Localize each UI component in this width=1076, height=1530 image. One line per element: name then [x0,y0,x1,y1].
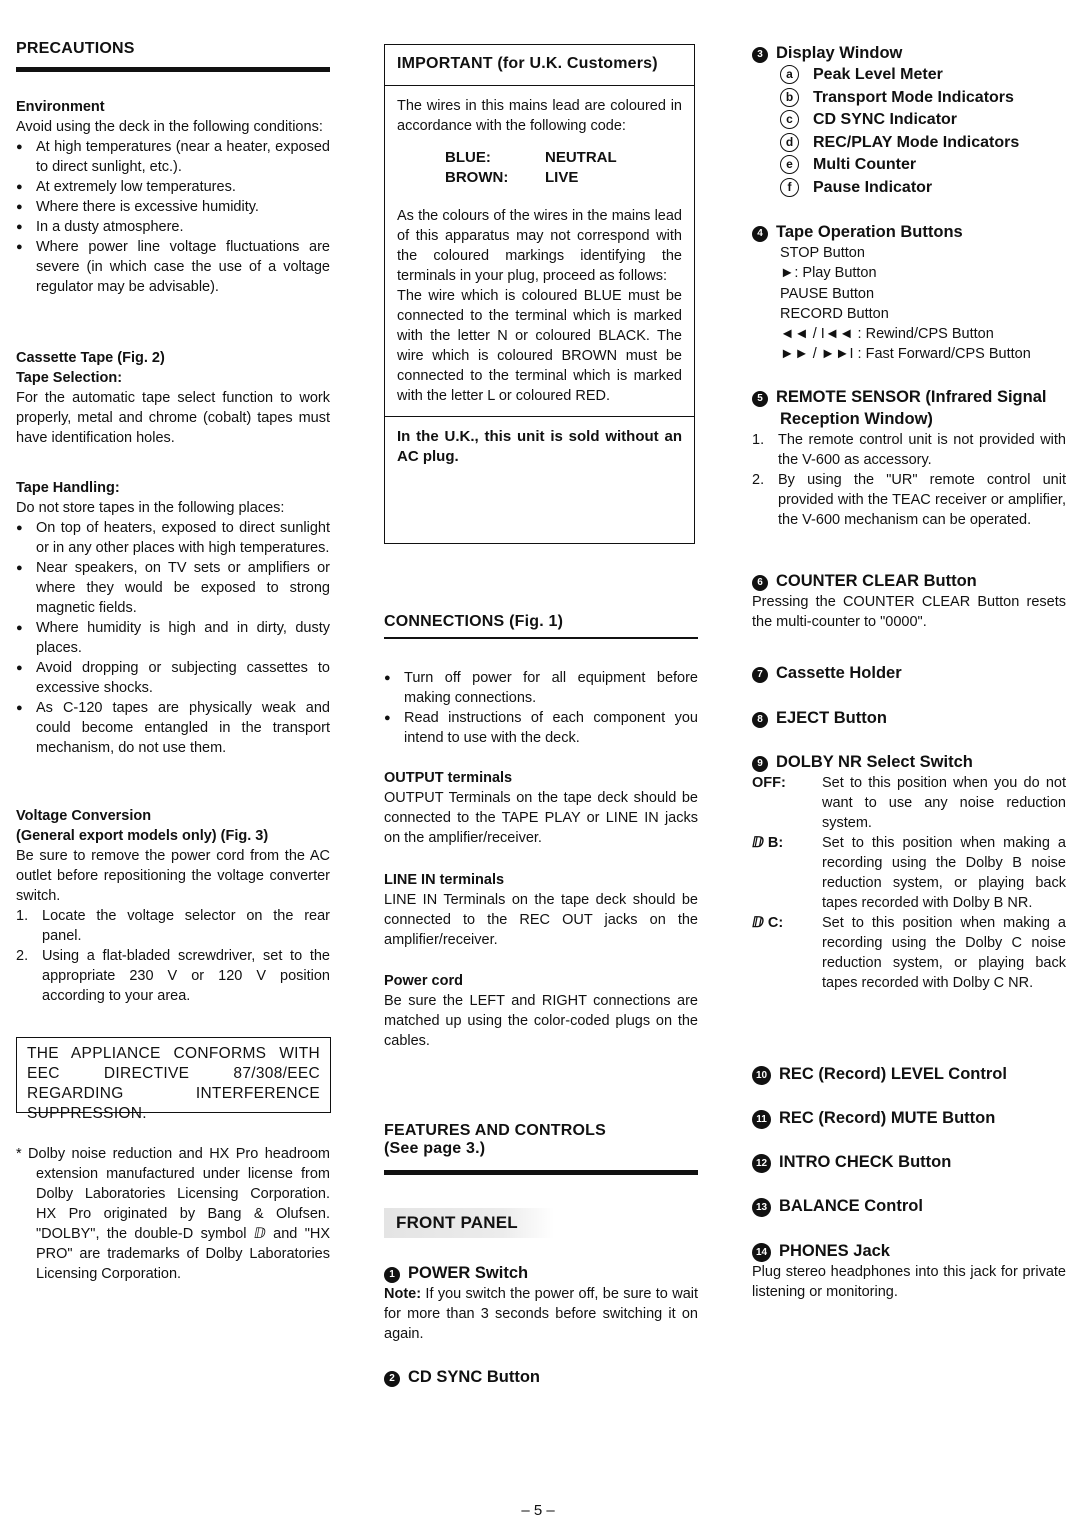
step-text: The remote control unit is not provided with the V-600 as accessory. [778,432,1066,468]
environment-list [16,137,330,297]
dolby-nr-options [752,773,1066,993]
feature-title [752,662,1066,684]
list-item: ● Turn off power for all equipment before making connections. [384,668,698,708]
page-number: – 5 – [521,1502,555,1519]
power-cord-text: Be sure the LEFT and RIGHT connections are matched up using the color-coded plugs on the cables. [384,993,698,1049]
power-note [384,1284,698,1344]
feature-number-badge: 9 [752,756,768,772]
display-subitem [752,87,1066,110]
connections-title-block [384,613,698,639]
option-desc: Set to this position when you do not want to use any noise reduction system. [822,775,1066,831]
feature-intro-check [752,1151,1066,1173]
features-title-block [384,1122,698,1175]
wire-color: BLUE: [445,149,491,166]
display-subitem [752,154,1066,177]
feature-cassette-holder [752,662,1066,684]
list-item: ● Where there is excessive humidity. [16,197,330,217]
precautions-title: PRECAUTIONS [16,40,135,57]
feature-title-text: REC (Record) LEVEL Control [779,1065,1007,1083]
feature-cd-sync [384,1366,698,1388]
list-item: ►► / ►►I : Fast Forward/CPS Button [780,346,1031,363]
feature-title [752,707,1066,729]
step-number: 2. [752,472,765,488]
features-title: FEATURES AND CONTROLS [384,1122,606,1139]
linein-text: LINE IN Terminals on the tape deck should be connected to the REC OUT jacks on the amplifier/receiver. [384,892,698,948]
subitem-label: Pause Indicator [813,178,933,196]
step-number: 1. [752,432,765,448]
feature-title-text: Cassette Holder [776,664,902,682]
connections-bullets [384,668,698,748]
feature-title-text: PHONES Jack [779,1242,890,1260]
remote-sensor-notes [752,430,1066,530]
list-item: ● In a dusty atmosphere. [16,217,330,237]
feature-number-badge: 2 [384,1371,400,1387]
feature-tape-operation [752,221,1066,365]
list-item: ● As C-120 tapes are physically weak and could become entangled in the transport mechanism, do not use them. [16,698,330,758]
list-item: ►: Play Button [780,265,877,282]
handling-section [16,478,330,758]
wire-color: BROWN: [445,169,509,186]
front-panel-label: FRONT PANEL [396,1213,518,1232]
option-key: ⅅ B: [752,835,784,851]
feature-title-text: DOLBY NR Select Switch [776,753,973,771]
subitem-label: Multi Counter [813,156,917,173]
environment-section [16,97,330,297]
list-item [752,430,1066,470]
important-p4: In the U.K., this unit is sold without an AC plug. [397,428,682,465]
cassette-heading: Cassette Tape (Fig. 2) [16,350,165,366]
option-key: OFF: [752,775,786,791]
feature-power-switch [384,1262,698,1344]
dolby-footnote [16,1144,330,1284]
wire-meaning: NEUTRAL [545,149,617,166]
feature-title [752,1151,1066,1173]
cassette-section [16,348,330,448]
power-cord-heading: Power cord [384,973,463,989]
feature-title-text: Display Window [776,44,903,62]
dolby-footnote-text: * Dolby noise reduction and HX Pro headroom extension manufactured under license from Dolby Laboratories Licensing Corporation. HX Pro originated by Bang & Olufsen. "DOLBY", the double-D symbol ⅅ and "HX PRO" are trademarks of Dolby Laboratories Licensing Corporation. [16,1146,330,1282]
option-key: ⅅ C: [752,915,784,931]
eec-notice-box [16,1037,331,1122]
list-item: ● Read instructions of each component you intend to use with the deck. [384,708,698,748]
circled-letter: c [780,110,799,129]
list-item: ● At high temperatures (near a heater, exposed to direct sunlight, etc.). [16,137,330,177]
feature-rec-mute [752,1107,1066,1129]
voltage-heading: Voltage Conversion [16,808,152,824]
list-item: ● At extremely low temperatures. [16,177,330,197]
linein-section [384,870,698,950]
feature-title-text: POWER Switch [408,1264,529,1282]
step-text: Using a flat-bladed screwdriver, set to the appropriate 230 V or 120 V position according to your area. [42,948,330,1004]
output-heading: OUTPUT terminals [384,770,513,786]
feature-phones [752,1240,1066,1302]
circled-letter: a [780,65,799,84]
handling-list [16,518,330,758]
tape-selection-heading: Tape Selection: [16,370,123,386]
feature-balance [752,1195,1066,1217]
linein-heading: LINE IN terminals [384,872,505,888]
list-item: PAUSE Button [780,285,875,302]
circled-letter: f [780,178,799,197]
step-number: 2. [16,948,29,964]
feature-rec-level [752,1063,1066,1085]
list-item: ● Where power line voltage fluctuations are severe (in which case the use of a voltage regulator may be advisable). [16,237,330,297]
connections-list [384,668,698,748]
tape-selection-text: For the automatic tape select function to work properly, metal and chrome (cobalt) tapes must have identification holes. [16,390,330,446]
important-footer [385,416,694,467]
eec-notice-text: THE APPLIANCE CONFORMS WITH EEC DIRECTIVE 87/308/EEC REGARDING INTERFERENCE SUPPRESSION. [27,1045,320,1122]
feature-title-text: CD SYNC Button [408,1368,540,1386]
list-item: ● Where humidity is high and in dirty, dusty places. [16,618,330,658]
feature-title [752,42,1066,64]
feature-title-text: COUNTER CLEAR Button [776,572,977,590]
circled-letter: b [780,88,799,107]
feature-number-badge: 14 [752,1243,771,1262]
feature-number-badge: 4 [752,226,768,242]
option-desc: Set to this position when making a recording using the Dolby C noise reduction system, or playing back tapes recorded with Dolby C NR. [822,915,1066,991]
list-item: ● Near speakers, on TV sets or amplifiers or where they would be exposed to strong magnetic fields. [16,558,330,618]
feature-eject [752,707,1066,729]
feature-title [752,221,1066,243]
feature-number-badge: 6 [752,575,768,591]
display-subitem [752,64,1066,87]
list-item: ◄◄ / I◄◄ : Rewind/CPS Button [780,326,994,343]
phones-text: Plug stereo headphones into this jack for private listening or monitoring. [752,1264,1066,1300]
important-title: IMPORTANT (for U.K. Customers) [385,55,694,86]
feature-display-window [752,42,1066,199]
output-section [384,768,698,848]
feature-title-text: REMOTE SENSOR (Infrared Signal Reception Window) [776,388,1047,428]
environment-intro: Avoid using the deck in the following conditions: [16,119,323,135]
list-item: ● Avoid dropping or subjecting cassettes to excessive shocks. [16,658,330,698]
subitem-label: CD SYNC Indicator [813,111,958,128]
tape-button-list [752,243,1066,365]
list-item: ● On top of heaters, exposed to direct sunlight or in any other places with high temperatures. [16,518,330,558]
display-subitem [752,132,1066,155]
feature-title-text: EJECT Button [776,709,887,727]
feature-title-text: BALANCE Control [779,1197,923,1215]
features-subtitle: (See page 3.) [384,1140,486,1157]
note-text: If you switch the power off, be sure to wait for more than 3 seconds before switching it on again. [384,1286,699,1342]
voltage-section [16,806,330,1006]
feature-dolby-nr [752,751,1066,993]
feature-title [384,1262,698,1284]
important-uk-box [384,44,695,544]
feature-number-badge: 11 [752,1110,771,1129]
subitem-label: REC/PLAY Mode Indicators [813,133,1020,151]
feature-number-badge: 5 [752,391,768,407]
feature-title [752,570,1066,592]
feature-title-text: INTRO CHECK Button [779,1153,952,1171]
environment-heading: Environment [16,99,105,115]
feature-counter-clear [752,570,1066,632]
feature-title-text: Tape Operation Buttons [776,223,963,241]
voltage-subheading: (General export models only) (Fig. 3) [16,828,269,844]
step-text: Locate the voltage selector on the rear panel. [42,908,330,944]
power-cord-section [384,971,698,1051]
feature-title-text: REC (Record) MUTE Button [779,1109,996,1127]
feature-title [752,751,1066,773]
handling-intro: Do not store tapes in the following places: [16,500,285,516]
feature-title [752,1195,1066,1217]
step-number: 1. [16,908,29,924]
wire-meaning: LIVE [545,169,579,186]
note-label: Note: [384,1286,422,1302]
subitem-label: Peak Level Meter [813,66,943,83]
feature-title [752,1107,1066,1129]
voltage-steps [16,906,330,1006]
list-item [16,906,330,946]
feature-number-badge: 12 [752,1154,771,1173]
feature-number-badge: 1 [384,1267,400,1283]
option-desc: Set to this position when making a recording using the Dolby B noise reduction system, or playing back tapes recorded with Dolby B NR. [822,835,1066,911]
counter-clear-text: Pressing the COUNTER CLEAR Button resets the multi-counter to "0000". [752,594,1066,630]
feature-title [752,1240,1066,1262]
handling-heading: Tape Handling: [16,480,120,496]
list-item: STOP Button [780,245,865,261]
feature-number-badge: 13 [752,1198,771,1217]
important-p3: The wire which is coloured BLUE must be connected to the terminal which is marked with the letter N or coloured BLACK. The wire which is coloured BROWN must be connected to the terminal which is marked with the letter L or coloured RED. [397,288,682,404]
circled-letter: d [780,133,799,152]
feature-remote-sensor [752,386,1066,530]
important-p2: As the colours of the wires in the mains lead of this apparatus may not correspond with the coloured markings identifying the terminals in your plug, proceed as follows: [397,208,682,284]
important-p1: The wires in this mains lead are coloured in accordance with the following code: [397,98,682,134]
feature-title [384,1366,698,1388]
display-subitem [752,109,1066,132]
connections-title: CONNECTIONS (Fig. 1) [384,613,564,630]
list-item: RECORD Button [780,305,889,322]
feature-number-badge: 7 [752,667,768,683]
circled-letter: e [780,155,799,174]
wire-code-table [397,148,682,188]
feature-number-badge: 3 [752,47,768,63]
feature-number-badge: 8 [752,712,768,728]
feature-number-badge: 10 [752,1066,771,1085]
precautions-title-block [16,40,330,72]
list-item [752,470,1066,530]
feature-title [752,386,1066,430]
list-item [16,946,330,1006]
subitem-label: Transport Mode Indicators [813,88,1014,106]
voltage-text: Be sure to remove the power cord from the AC outlet before repositioning the voltage converter switch. [16,848,330,904]
step-text: By using the "UR" remote control unit provided with the TEAC receiver or amplifier, the V-600 mechanism can be operated. [778,472,1066,528]
output-text: OUTPUT Terminals on the tape deck should be connected to the TAPE PLAY or LINE IN jacks on the amplifier/receiver. [384,790,698,846]
display-subitem [752,177,1066,200]
feature-title [752,1063,1066,1085]
front-panel-label-bg [384,1208,554,1238]
